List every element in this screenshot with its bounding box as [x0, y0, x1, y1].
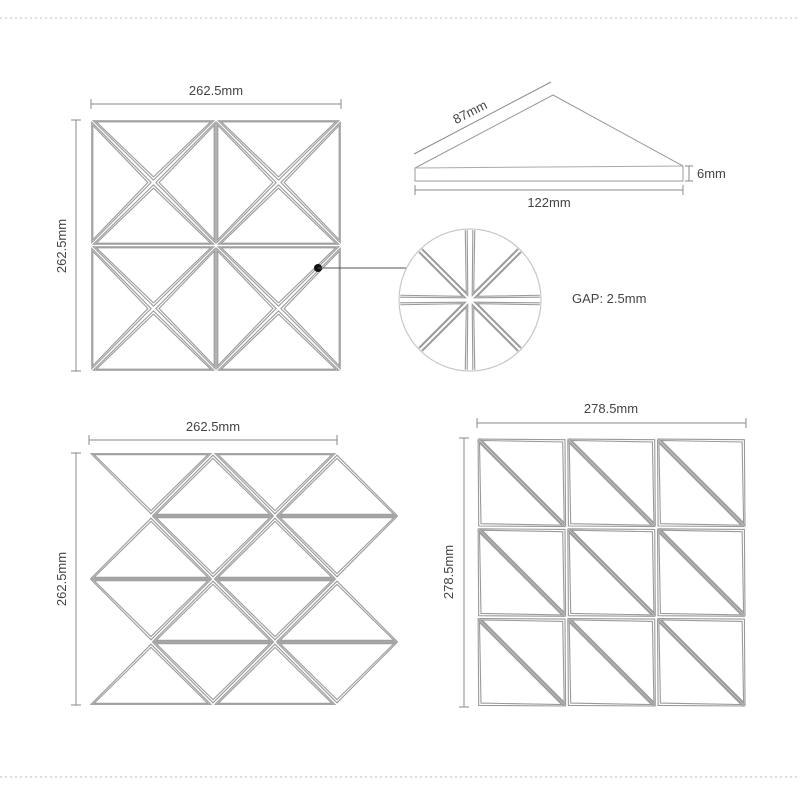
thickness-dimension [685, 166, 726, 181]
panel-square [54, 83, 418, 371]
zigzag-height-dimension [54, 453, 81, 705]
zigzag-width-dimension [89, 419, 337, 445]
magnified-tile-1-inner-edge [337, 164, 466, 293]
side-length-label: 87mm [450, 97, 490, 127]
zigzag-width-label: 262.5mm [185, 419, 241, 434]
square-height-dimension [54, 120, 81, 371]
zigzag-tiles [91, 454, 397, 705]
zigzag-height-label: 262.5mm [54, 551, 69, 607]
magnified-tile-8 [332, 165, 465, 298]
grid-width-dimension [477, 401, 746, 428]
magnified-tile-6-inner-edge [337, 307, 466, 436]
magnified-tile-7-inner-edge [334, 304, 463, 433]
magnified-tile-7 [332, 302, 465, 435]
grid-width-label: 278.5mm [583, 401, 639, 416]
square-height-label: 262.5mm [54, 218, 69, 274]
magnified-tile-3 [475, 165, 608, 298]
magnified-tile-1 [335, 162, 468, 295]
panel-grid [441, 401, 746, 707]
grid-height-label: 278.5mm [441, 544, 456, 600]
panel-zigzag [54, 419, 397, 705]
magnified-tile-2 [472, 162, 605, 295]
panel-tile-profile [414, 82, 726, 210]
base-dimension [415, 185, 683, 210]
grid-tiles [478, 439, 745, 706]
magnified-tile-5-inner-edge [474, 307, 603, 436]
square-width-label: 262.5mm [188, 83, 244, 98]
magnified-tile-6 [335, 305, 468, 438]
magnified-tile-3-inner-edge [477, 167, 606, 296]
magnified-tile-5 [472, 305, 605, 438]
square-tiles [92, 121, 340, 370]
gap-label: GAP: 2.5mm [572, 291, 647, 306]
magnified-tile-8-inner-edge [334, 167, 463, 296]
magnifier-circle [399, 229, 541, 371]
magnified-tile-2-inner-edge [474, 164, 603, 293]
detail-callout [332, 162, 646, 438]
grid-height-dimension [441, 438, 469, 707]
thickness-label: 6mm [697, 166, 726, 181]
base-length-label: 122mm [527, 195, 571, 210]
square-width-dimension [91, 83, 341, 109]
